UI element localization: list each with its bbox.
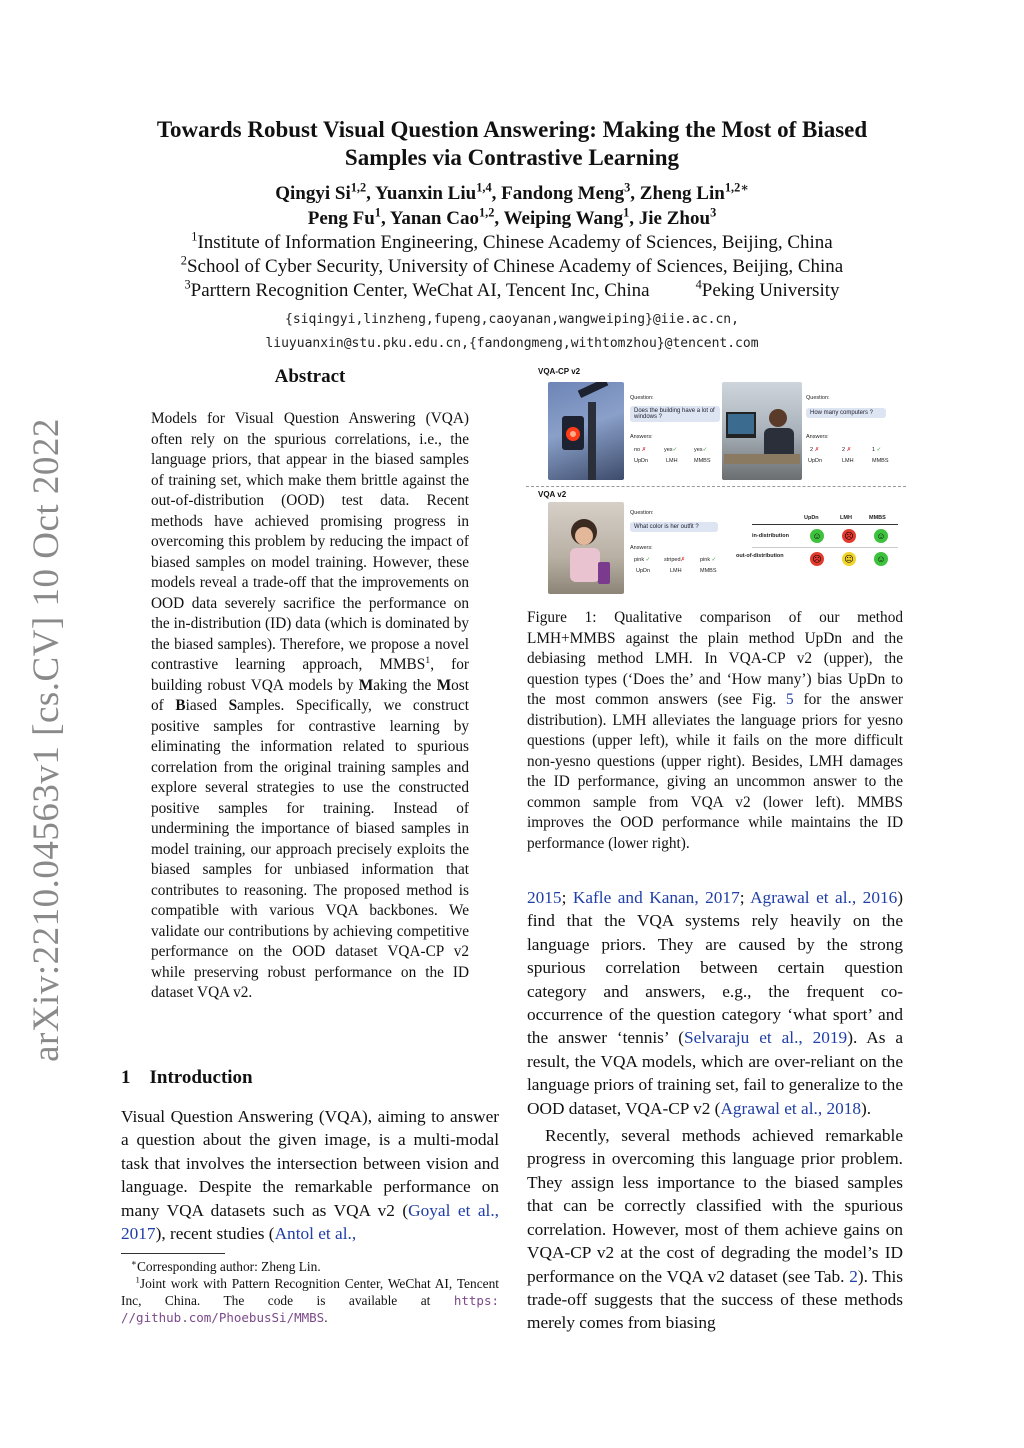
happy-face-icon: ☺ (874, 552, 888, 566)
citation-link[interactable]: Agrawal et al., 2016 (750, 888, 898, 907)
author-affil-sup: 1,2∗ (724, 180, 749, 195)
abstract-text: ost of (151, 676, 469, 714)
affil-text: Peking University (701, 280, 840, 301)
author-name: Jie Zhou (638, 208, 711, 229)
author-name: Zheng Lin (639, 183, 725, 204)
author-name: Yuanxin Liu (374, 183, 477, 204)
check-icon: ✓ (711, 557, 717, 563)
author-affil-sup: 3 (710, 205, 717, 220)
model-label: LMH (670, 568, 682, 574)
right-column-body (527, 886, 903, 1335)
title-line-1: Towards Robust Visual Question Answering: Making the Most of Biased (156, 117, 868, 142)
acronym-letter: M (436, 676, 452, 694)
row-label: in-distribution (752, 533, 789, 539)
section-title: Introduction (149, 1067, 253, 1088)
answer-text: no (634, 447, 641, 453)
email-line-2: liuyuanxin@stu.pku.edu.cn,{fandongmeng,withtomzhou}@tencent.com (265, 336, 759, 351)
author-affil-sup: 1,2 (478, 205, 495, 220)
body-text: ; (561, 888, 573, 907)
affiliation-3-4 (110, 279, 914, 303)
answer-text: yes (664, 447, 673, 453)
title-line-2: Samples via Contrastive Learning (344, 145, 680, 170)
introduction-paragraph (121, 1105, 499, 1245)
question-label: Question: (630, 395, 654, 401)
question-label: Question: (806, 395, 830, 401)
col-lmh: LMH (840, 515, 852, 521)
affil-sup: 3 (184, 277, 191, 292)
traffic-light-icon (548, 382, 624, 480)
footnote-ref: 1 (425, 654, 431, 666)
paragraph (527, 886, 903, 1120)
abstract-text: iased (185, 697, 229, 714)
footnotes (121, 1258, 499, 1326)
author-affil-sup: 1,2 (350, 180, 367, 195)
author-sep: , (629, 208, 639, 229)
cross-icon: ✗ (641, 447, 647, 453)
model-label: MMBS (694, 458, 711, 464)
author-affil-sup: 1,4 (476, 180, 492, 195)
author-sep: , (366, 183, 375, 204)
answers-label: Answers: (630, 434, 653, 440)
author-list (110, 181, 914, 231)
table-col-header (869, 515, 886, 521)
affil-sup: 4 (695, 277, 702, 292)
answer-text: 2 (810, 447, 814, 453)
section-number: 1 (121, 1067, 131, 1088)
answers-label: Answers: (630, 545, 653, 551)
affiliation-4 (696, 279, 840, 303)
footnote-mark: 1 (135, 1274, 140, 1285)
answer-text: 1 (872, 447, 876, 453)
model-label: LMH (842, 458, 854, 464)
computers-photo (722, 382, 802, 480)
body-text: ). This trade-off suggests that the success of these methods merely comes from biasing (527, 1266, 904, 1333)
footnote-mark: ∗ (131, 1257, 137, 1268)
body-text: ; (739, 888, 751, 907)
body-text: ). (861, 1098, 872, 1118)
figure-divider (526, 486, 906, 487)
table-col-header (840, 515, 852, 521)
check-icon: ✓ (645, 557, 651, 563)
cross-icon: ✗ (680, 557, 686, 563)
answer-text: yes (694, 447, 703, 453)
footnote-text: . (324, 1310, 328, 1325)
cross-icon: ✗ (814, 447, 820, 453)
vqa-v2-label: VQA v2 (538, 490, 567, 499)
figure-ref-link[interactable]: 5 (786, 691, 794, 708)
author-line-1 (110, 181, 914, 206)
affil-text: Institute of Information Engineering, Chinese Academy of Sciences, Beijing, China (197, 232, 833, 253)
acronym-letter: M (358, 676, 374, 694)
abstract-heading: Abstract (274, 366, 346, 387)
row-label-out-of-distribution (736, 553, 784, 559)
answers-label: Answers: (806, 434, 829, 440)
table-ref-link[interactable]: 2 (849, 1266, 858, 1286)
citation-link[interactable]: Agrawal et al., 2018 (720, 1098, 862, 1118)
vqa-cp-label: VQA-CP v2 (538, 367, 581, 376)
model-label: LMH (666, 458, 678, 464)
author-affil-sup: 3 (624, 180, 631, 195)
col-mmbs: MMBS (869, 515, 886, 521)
intro-text: ), recent studies ( (155, 1224, 275, 1244)
author-line-2 (110, 206, 914, 231)
answer-updn (634, 557, 650, 563)
intro-text: Visual Question Answering (VQA), aiming to answer a question about the given image, is a multi-modal task that involves the intersection between vision and language. Despite the remarkable performance on many VQA datasets such as VQA v2 ( (121, 1107, 499, 1220)
abstract-text: amples. (237, 697, 285, 714)
answer-lmh (664, 447, 677, 453)
abstract-text: Specifically, we construct positive samples for contrastive learning by eliminating the information related to spurious correlation from the original training samples and explore several strategies to use the constructed positive samples for training. Instead of undermining the importance of biased samples in model training, our approach precisely exploits the biased samples for unbiased information that contributes to reasoning. The proposed method is compatible with various VQA backbones. We validate our contributions by achieving competitive performance on the OOD dataset VQA-CP v2 while preserving robust performance on the ID dataset VQA v2. (151, 697, 469, 1001)
footnote-rule (121, 1253, 225, 1254)
answer-text: pink (634, 557, 645, 563)
model-label: UpDn (808, 458, 823, 464)
question-box-3: What color is her outfit ? (630, 522, 718, 532)
model-label: MMBS (872, 458, 889, 464)
model-label: MMBS (700, 568, 717, 574)
caption-text: for the answer distribution). LMH alleviates the language priors for yesno questions (upper left), while it fails on the more difficult non-yesno questions (upper right). Besides, LMH damages the ID performance, giving an uncommon answer to the common sample from VQA v2 (lower left). MMBS improves the OOD performance while maintains the ID performance (lower right). (527, 691, 903, 852)
happy-face-icon: ☺ (874, 529, 888, 543)
col-updn: UpDn (804, 515, 819, 521)
author-name: Peng Fu (307, 208, 375, 229)
child-icon (548, 502, 624, 594)
building-photo (548, 382, 624, 480)
question-label: Question: (630, 510, 654, 516)
answer-mmbs (694, 447, 707, 453)
code-url-link[interactable]: https: (453, 1293, 499, 1308)
answer-lmh (842, 447, 851, 453)
citation-link[interactable]: Goyal et al., 2017 (121, 1200, 499, 1244)
sad-face-icon: ☹ (842, 529, 856, 543)
child-photo (548, 502, 624, 594)
acronym-letter: S (228, 697, 238, 714)
table-rule (752, 547, 898, 548)
author-affil-sup: 1 (623, 205, 630, 220)
table-col-header (804, 515, 819, 521)
affiliations (110, 231, 914, 303)
figure-1 (526, 364, 906, 594)
author-emails (110, 308, 914, 356)
model-label: UpDn (636, 568, 651, 574)
affil-sup: 1 (191, 229, 198, 244)
affiliation-2 (110, 255, 914, 279)
affiliation-1 (110, 231, 914, 255)
check-icon: ✓ (702, 447, 708, 453)
author-sep: , (494, 208, 504, 229)
body-text: ). As a result, the VQA models, which are over-reliant on the language priors of training set, fail to generalize to the OOD dataset, VQA-CP v2 ( (527, 1028, 904, 1118)
footnote-2 (121, 1275, 499, 1326)
author-sep: , (630, 183, 640, 204)
figure-1-caption (527, 608, 903, 854)
footnote-text: Joint work with Pattern Recognition Center, WeChat AI, Tencent Inc, China. The code is available at (121, 1276, 500, 1308)
arxiv-identifier: arXiv:2210.04563v1 [cs.CV] 10 Oct 2022 (26, 418, 67, 1062)
answer-text: pink (700, 557, 711, 563)
affil-text: School of Cyber Security, University of Chinese Academy of Sciences, Beijing, China (186, 256, 844, 277)
footnote-text: Corresponding author: Zheng Lin. (136, 1259, 321, 1274)
paper-title (110, 116, 914, 172)
citation-link[interactable]: Kafle and Kanan, 2017 (572, 888, 740, 907)
abstract-text: aking the (373, 676, 437, 694)
answer-lmh (664, 557, 685, 563)
citation-link[interactable]: 2015 (527, 888, 562, 907)
person-at-computer-icon (722, 382, 802, 480)
answer-updn (810, 447, 819, 453)
abstract-text: , for building robust VQA models by (151, 656, 469, 694)
author-name: Fandong Meng (501, 183, 625, 204)
footnote-1 (121, 1258, 499, 1275)
body-text: ) find that the VQA systems rely heavily on the language priors. They are caused by the strong spurious correlation between certain question category and answers, e.g., the frequent co-occurrence of the question category ‘what sport’ and the answer ‘tennis’ ( (527, 888, 904, 1048)
author-name: Yanan Cao (389, 208, 479, 229)
email-line-1: {siqingyi,linzheng,fupeng,caoyanan,wangweiping}@iie.ac.cn, (285, 312, 739, 327)
author-name: Qingyi Si (275, 183, 351, 204)
abstract-body (151, 409, 469, 1004)
answer-text: striped (664, 557, 681, 563)
happy-face-icon: ☺ (810, 529, 824, 543)
answer-updn (634, 447, 646, 453)
question-box-1: Does the building have a lot of windows ? (630, 406, 720, 422)
abstract-text: Models for Visual Question Answering (VQA) often rely on the spurious correlations, i.e., the language priors, that appear in the biased samples of training set, which make them brittle against the out-of-distribution (OOD) test data. Recent methods have achieved promising progress in overcoming this problem by reducing the impact of biased samples on model training. However, these models reveal a trade-off that the improvements on OOD data severely sacrifice the performance on the in-distribution (ID) data (which is dominated by the biased samples). Therefore, we propose a novel contrastive learning approach, MMBS (151, 410, 469, 673)
cross-icon: ✗ (846, 447, 852, 453)
affiliation-3 (184, 279, 649, 303)
neutral-face-icon: 😐 (842, 552, 856, 566)
citation-link[interactable]: Antol et al., (274, 1224, 357, 1244)
check-icon: ✓ (876, 447, 882, 453)
author-sep: , (380, 208, 390, 229)
table-rule (752, 524, 898, 525)
affil-sup: 2 (180, 253, 187, 268)
row-label-in-distribution (752, 533, 789, 539)
row-label: out-of-distribution (736, 553, 784, 559)
body-text: Recently, several methods achieved remarkable progress in overcoming this language prior problem. They assign less importance to the biased samples that can be correctly classified with the spurious correlation. However, most of them achieve gains on VQA-CP v2 at the cost of degrading the model’s ID performance on the VQA v2 dataset (see Tab. (527, 1126, 903, 1286)
affil-text: Parttern Recognition Center, WeChat AI, Tencent Inc, China (190, 280, 650, 301)
author-sep: , (491, 183, 502, 204)
section-heading-introduction (121, 1067, 253, 1089)
acronym-letter: B (175, 697, 186, 714)
question-box-2: How many computers ? (806, 408, 886, 418)
check-icon: ✓ (672, 447, 678, 453)
code-url-link[interactable]: //github.com/PhoebusSi/MMBS (121, 1310, 325, 1325)
sad-face-icon: ☹ (810, 552, 824, 566)
answer-mmbs (700, 557, 716, 563)
author-affil-sup: 1 (374, 205, 381, 220)
answer-mmbs (872, 447, 881, 453)
citation-link[interactable]: Selvaraju et al., 2019 (684, 1028, 848, 1048)
caption-text: Figure 1: Qualitative comparison of our method LMH+MMBS against the plain method UpDn and the debiasing method LMH. In VQA-CP v2 (upper), the question types (‘Does the’ and ‘How many’) bias UpDn to the most common answers (see Fig. (527, 609, 903, 708)
author-name: Weiping Wang (503, 208, 624, 229)
paragraph (527, 1124, 903, 1335)
answer-text: 2 (842, 447, 846, 453)
model-label: UpDn (634, 458, 649, 464)
